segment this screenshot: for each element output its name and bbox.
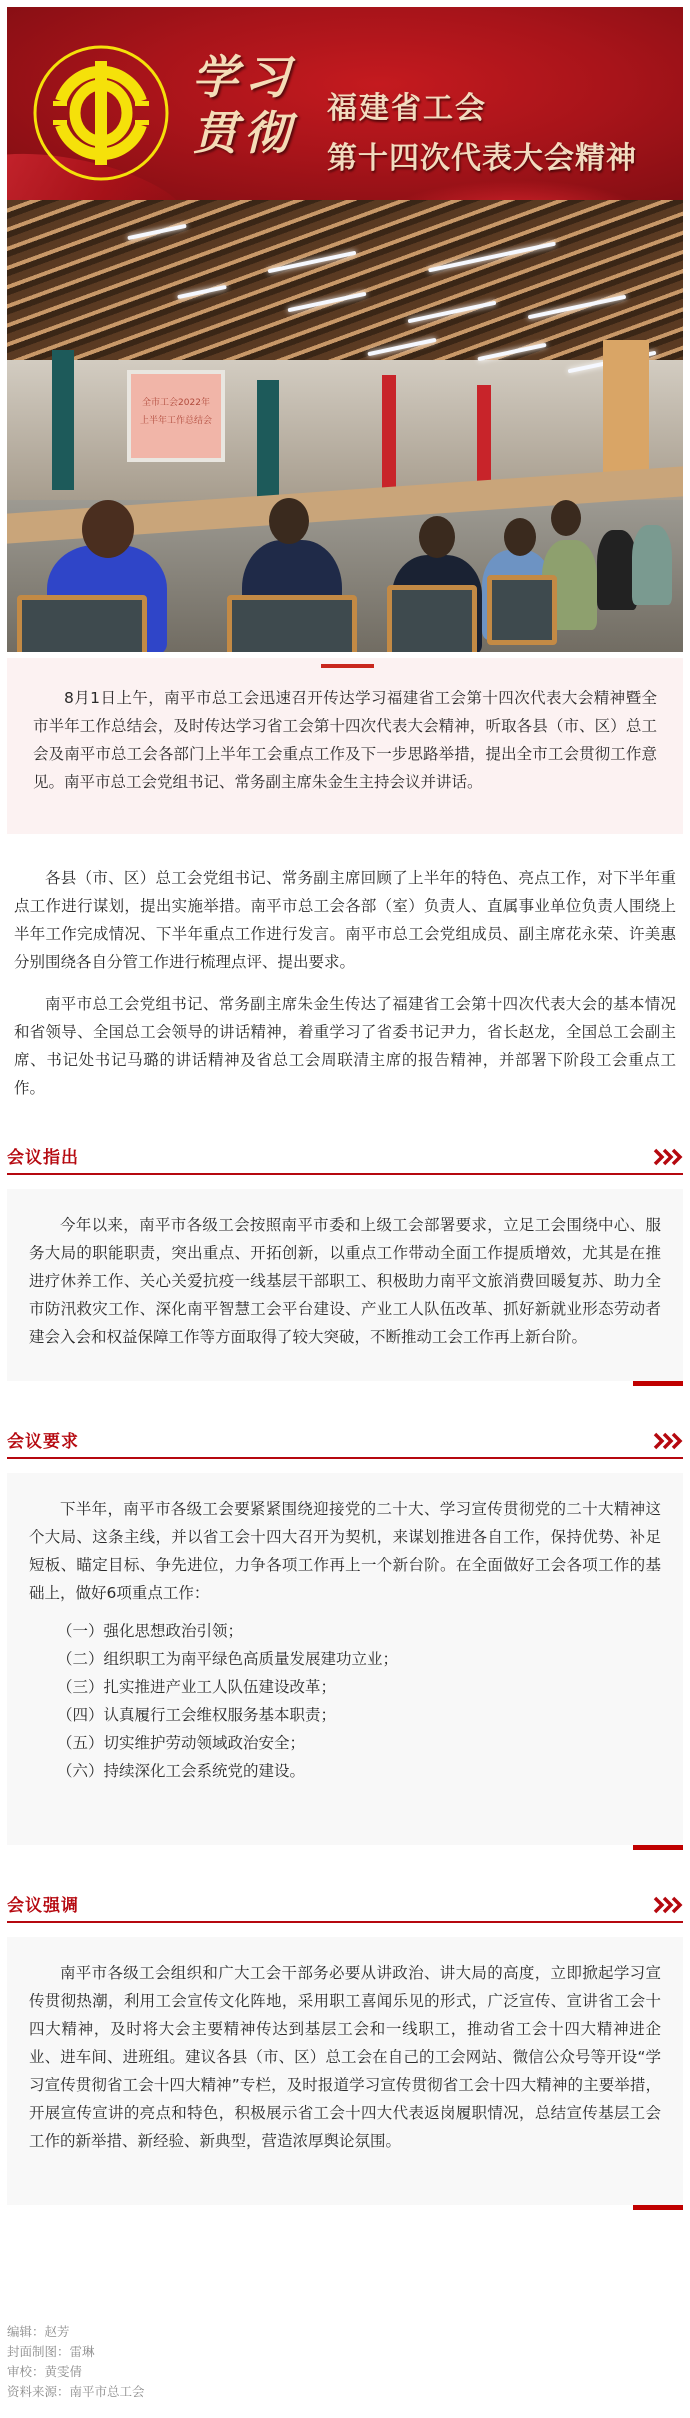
- section-box: [7, 1473, 683, 1845]
- section-title: 会议要求: [7, 1432, 79, 1452]
- banner-title-line1: 福建省工会: [327, 91, 487, 126]
- banner-title: [327, 89, 637, 181]
- article: [7, 0, 683, 2418]
- accent-bar: [633, 1845, 683, 1850]
- list-item: （五）切实维护劳动领域政治安全；: [57, 1734, 306, 1752]
- lead-box: [7, 658, 683, 834]
- credit-source: 资料来源：南平市总工会: [7, 2384, 145, 2399]
- body-paragraphs: [7, 834, 683, 1102]
- accent-bar: [633, 2205, 683, 2210]
- trade-union-emblem-icon: [31, 43, 171, 183]
- triple-chevron-right-icon: [653, 1148, 683, 1166]
- accent-bar: [321, 664, 374, 668]
- section-title: 会议强调: [7, 1896, 79, 1916]
- screen-text: 全市工会2022年: [142, 398, 210, 408]
- section-header-huiyi-yaoqiu: [7, 1430, 683, 1459]
- section-paragraph: 下半年，南平市各级工会要紧紧围绕迎接党的二十大、学习宣传贯彻党的二十大精神这个大局、这条主线，并以省工会十四大召开为契机，来谋划推进各自工作，保持优势、补足短板、瞄定目标、争先进位，力争各项工作再上一个新台阶。在全面做好工会各项工作的基础上，做好6项重点工作：: [29, 1500, 661, 1602]
- credit-editor: 编辑：赵芳: [7, 2324, 70, 2339]
- accent-bar: [633, 1381, 683, 1386]
- list-item: （六）持续深化工会系统党的建设。: [57, 1762, 306, 1780]
- header-banner: [7, 7, 683, 200]
- section-box: [7, 1937, 683, 2205]
- key-tasks-list: [29, 1617, 661, 1785]
- list-item: （二）组织职工为南平绿色高质量发展建功立业；: [57, 1650, 399, 1668]
- list-item: （三）扎实推进产业工人队伍建设改革；: [57, 1678, 337, 1696]
- screen-text: 上半年工作总结会: [139, 416, 212, 426]
- section-box: [7, 1189, 683, 1381]
- triple-chevron-right-icon: [653, 1896, 683, 1914]
- lead-paragraph: 8月1日上午，南平市总工会迅速召开传达学习福建省工会第十四次代表大会精神暨全市半年工作总结会，及时传达学习省工会第十四次代表大会精神，听取各县（市、区）总工会及南平市总工会各部门上半年工会重点工作及下一步思路举措，提出全市工会贯彻工作意见。南平市总工会党组书记、常务副主席朱金生主持会议并讲话。: [33, 689, 657, 791]
- section-paragraph: 今年以来，南平市各级工会按照南平市委和上级工会部署要求，立足工会围绕中心、服务大局的职能职责，突出重点、开拓创新，以重点工作带动全面工作提质增效，尤其是在推进疗休养工作、关心关爱抗疫一线基层干部职工、积极助力南平文旅消费回暖复苏、助力全市防汛救灾工作、深化南平智慧工会平台建设、产业工人队伍改革、抓好新就业形态劳动者建会入会和权益保障工作等方面取得了较大突破，不断推动工会工作再上新台阶。: [29, 1216, 661, 1346]
- projection-screen: [127, 370, 225, 462]
- body-paragraph: 各县（市、区）总工会党组书记、常务副主席回顾了上半年的特色、亮点工作，对下半年重点工作进行谋划，提出实施举措。南平市总工会各部（室）负责人、直属事业单位负责人围绕上半年工作完成情况、下半年重点工作进行发言。南平市总工会党组成员、副主席花永荣、许美惠分别围绕各自分管工作进行梳理点评、提出要求。: [14, 869, 676, 971]
- credit-proofreader: 审校：黄雯倩: [7, 2364, 83, 2379]
- section-header-huiyi-zhichu: [7, 1146, 683, 1175]
- triple-chevron-right-icon: [653, 1432, 683, 1450]
- calligraphy-title: [192, 49, 302, 161]
- list-item: （一）强化思想政治引领；: [57, 1622, 244, 1640]
- section-paragraph: 南平市各级工会组织和广大工会干部务必要从讲政治、讲大局的高度，立即掀起学习宣传贯彻热潮，利用工会宣传文化阵地，采用职工喜闻乐见的形式，广泛宣传、宣讲省工会十四大精神，及时将大会主要精神传达到基层工会和一线职工，推动省工会十四大精神进企业、进车间、进班组。建议各县（市、区）总工会在自己的工会网站、微信公众号等开设“学习宣传贯彻省工会十四大精神”专栏，及时报道学习宣传贯彻省工会十四大精神的主要举措，开展宣传宣讲的亮点和特色，积极展示省工会十四大代表返岗履职情况，总结宣传基层工会工作的新举措、新经验、新典型，营造浓厚舆论氛围。: [29, 1964, 661, 2150]
- body-paragraph: 南平市总工会党组书记、常务副主席朱金生传达了福建省工会第十四次代表大会的基本情况和省领导、全国总工会领导的讲话精神，着重学习了省委书记尹力，省长赵龙，全国总工会副主席、书记处书记马璐的讲话精神及省总工会周联清主席的报告精神，并部署下阶段工会重点工作。: [14, 995, 676, 1097]
- banner-decoration: [387, 180, 647, 200]
- lead-section: [7, 658, 683, 834]
- section-title: 会议指出: [7, 1148, 79, 1168]
- credit-cover-design: 封面制图：雷琳: [7, 2344, 95, 2359]
- credits: [7, 2322, 683, 2418]
- calligraphy-line: 贯彻: [192, 106, 296, 160]
- banner-title-line2: 第十四次代表大会精神: [327, 141, 637, 176]
- meeting-photo: [7, 200, 683, 652]
- calligraphy-line: 学习: [192, 50, 296, 104]
- section-header-huiyi-qiangdiao: [7, 1894, 683, 1923]
- list-item: （四）认真履行工会维权服务基本职责；: [57, 1706, 337, 1724]
